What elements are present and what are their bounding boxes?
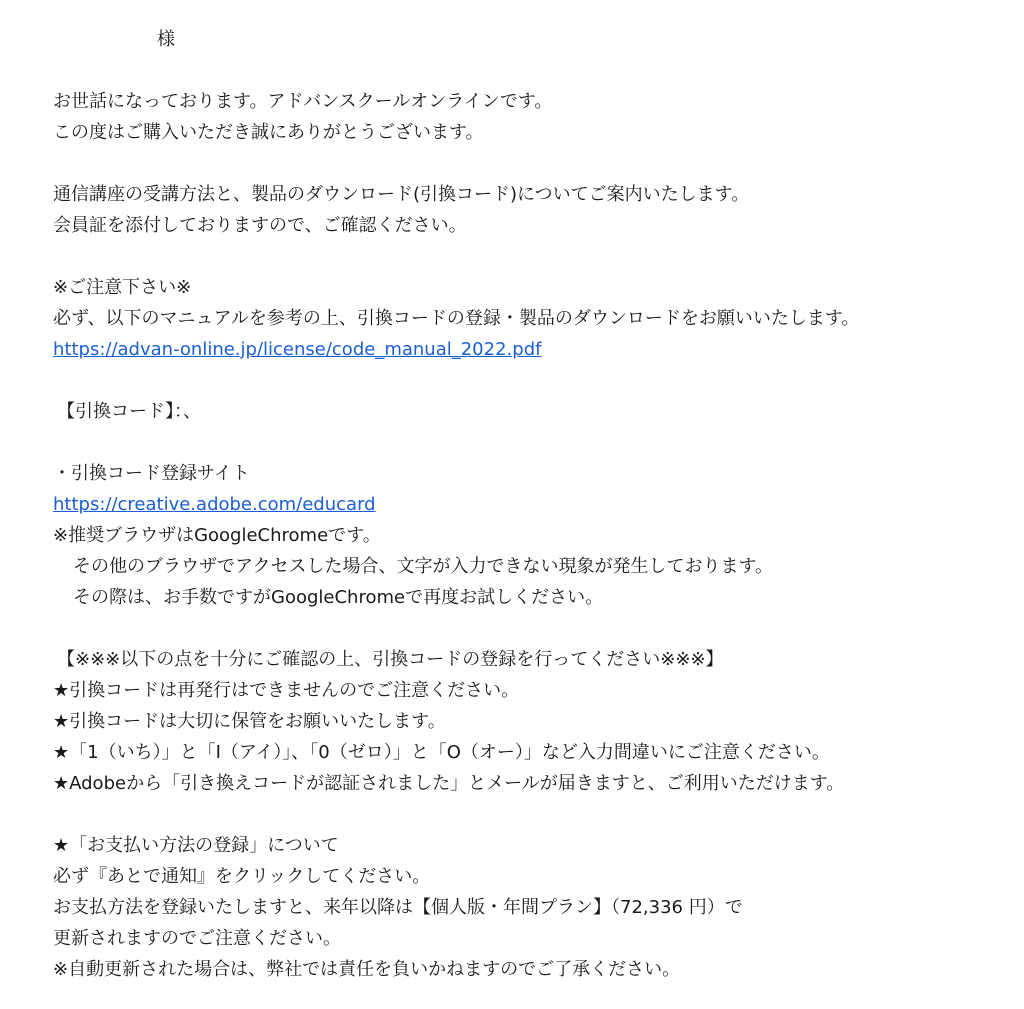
browser-line-2: その他のブラウザでアクセスした場合、文字が入力できない現象が発生しております。 — [73, 556, 774, 577]
greeting-line: お世話になっております。アドバンスクールオンラインです。 — [53, 91, 553, 112]
check-heading: 【※※※以下の点を十分にご確認の上、引換コードの登録を行ってください※※※】 — [57, 649, 724, 670]
check-item: ★「1（いち）」と「I（アイ）」、「0（ゼロ）」と「O（オー）」など入力間違いにご注意ください。 — [53, 742, 830, 763]
payment-line-4: ※自動更新された場合は、弊社では責任を負いかねますのでご了承ください。 — [53, 959, 681, 980]
blank-line — [53, 613, 1013, 644]
manual-link-line — [53, 334, 1013, 365]
check-item: ★Adobeから「引き換えコードが認証されました」とメールが届きますと、ご利用いただけます。 — [53, 773, 845, 794]
payment-line-2: お支払方法を登録いたしますと、来年以降は【個人版・年間プラン】（72,336 円）で — [53, 897, 743, 918]
notice-line: 必ず、以下のマニュアルを参考の上、引換コードの登録・製品のダウンロードをお願いいたします。 — [53, 308, 860, 329]
blank-line — [53, 148, 1013, 179]
check-item: ★引換コードは再発行はできませんのでご注意ください。 — [53, 680, 520, 701]
site-heading: ・引換コード登録サイト — [53, 463, 250, 484]
thanks-line: この度はご購入いただき誠にありがとうございます。 — [53, 122, 484, 143]
browser-line-3: その際は、お手数ですがGoogleChromeで再度お試しください。 — [73, 587, 604, 608]
payment-line-3: 更新されますのでご注意ください。 — [53, 928, 341, 949]
manual-link[interactable]: https://advan-online.jp/license/code_manual_2022.pdf — [53, 339, 542, 360]
salutation: 様 — [157, 29, 175, 50]
browser-line-1: ※推奨ブラウザはGoogleChromeです。 — [53, 525, 381, 546]
blank-line — [53, 55, 1013, 86]
email-body — [53, 24, 1013, 985]
payment-line-1: 必ず『あとで通知』をクリックしてください。 — [53, 866, 431, 887]
blank-line — [53, 799, 1013, 830]
intro-line-2: 会員証を添付しておりますので、ご確認ください。 — [53, 215, 467, 236]
notice-heading: ※ご注意下さい※ — [53, 277, 192, 298]
site-link-line — [53, 489, 1013, 520]
code-label: 【引換コード】：、 — [57, 401, 201, 422]
blank-line — [53, 365, 1013, 396]
blank-line — [53, 241, 1013, 272]
registration-site-link[interactable]: https://creative.adobe.com/educard — [53, 494, 376, 515]
check-item: ★引換コードは大切に保管をお願いいたします。 — [53, 711, 446, 732]
intro-line-1: 通信講座の受講方法と、製品のダウンロード(引換コード)についてご案内いたします。 — [53, 184, 750, 205]
payment-heading: ★「お支払い方法の登録」について — [53, 835, 339, 856]
blank-line — [53, 427, 1013, 458]
